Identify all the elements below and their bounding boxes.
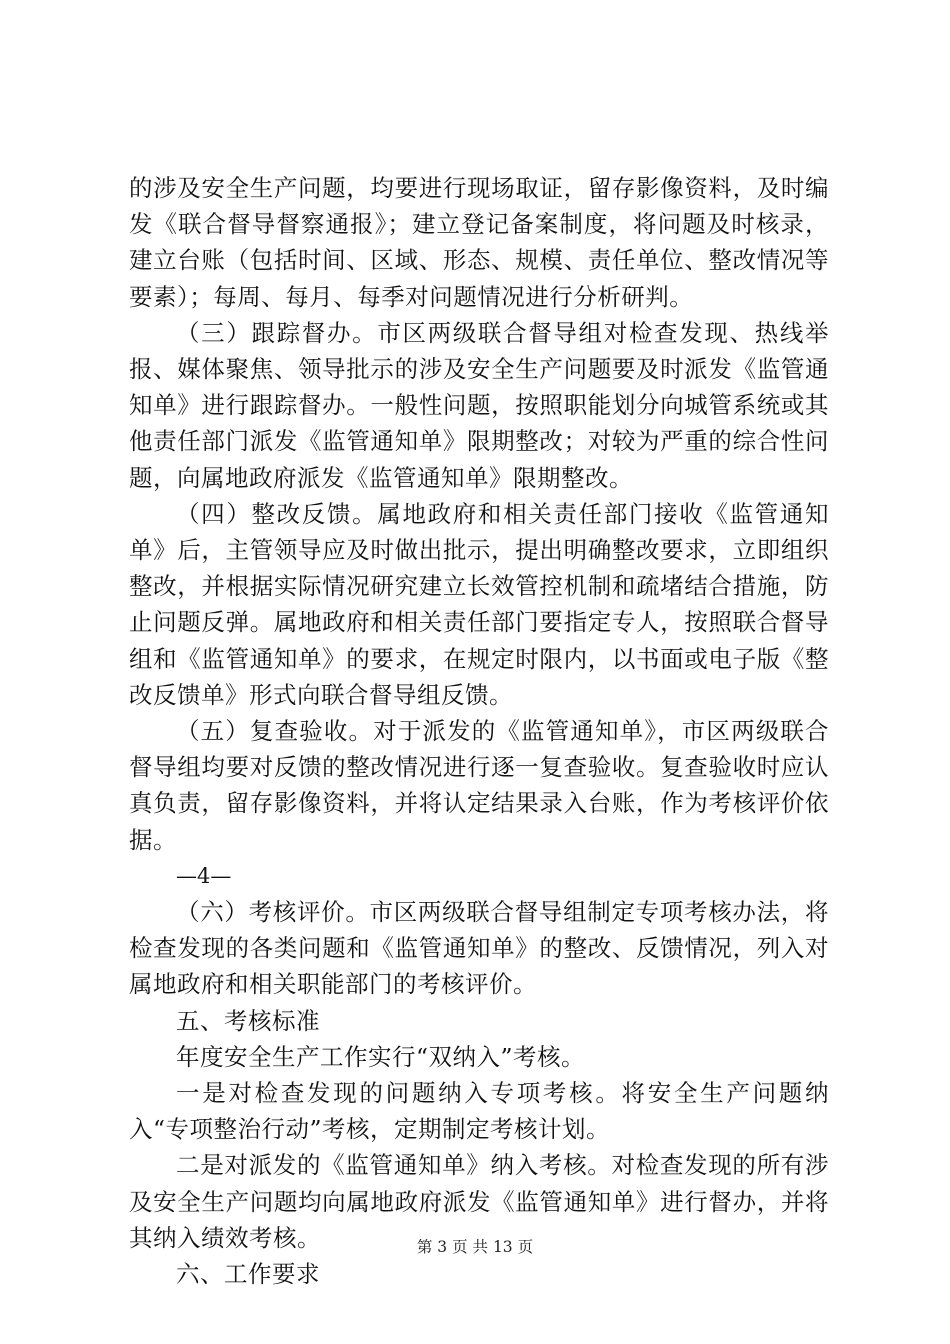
paragraph-review-acceptance: （五）复查验收。对于派发的《监管通知单》，市区两级联合督导组均要对反馈的整改情况进行逐一复查验收。复查验收时应认真负责，留存影像资料，并将认定结果录入台账，作为考核评价依据。 — [129, 717, 829, 854]
paragraph-assessment-evaluation: （六）考核评价。市区两级联合督导组制定专项考核办法，将检查发现的各类问题和《监管通知单》的整改、反馈情况，列入对属地政府和相关职能部门的考核评价。 — [129, 898, 829, 999]
page-footer: 第 3 页 共 13 页 — [416, 1238, 534, 1256]
paragraph-item-one: 一是对检查发现的问题纳入专项考核。将安全生产问题纳入“专项整治行动”考核，定期制定考核计划。 — [129, 1079, 829, 1144]
section-heading-work-requirements: 六、工作要求 — [176, 1260, 320, 1289]
section-heading-assessment-standards: 五、考核标准 — [176, 1006, 320, 1035]
document-body — [129, 170, 829, 1292]
page-marker: —4— — [176, 863, 232, 888]
paragraph-continuation: 的涉及安全生产问题，均要进行现场取证，留存影像资料，及时编发《联合督导督察通报》；建立登记备案制度，将问题及时核录，建立台账（包括时间、区域、形态、规模、责任单位、整改情况等要素）；每周、每月、每季对问题情况进行分析研判。 — [129, 174, 829, 311]
paragraph-item-two: 二是对派发的《监管通知单》纳入考核。对检查发现的所有涉及安全生产问题均向属地政府派发《监管通知单》进行督办，并将其纳入绩效考核。 — [129, 1151, 829, 1252]
paragraph-rectification-feedback: （四）整改反馈。属地政府和相关责任部门接收《监管通知单》后，主管领导应及时做出批示，提出明确整改要求，立即组织整改，并根据实际情况研究建立长效管控机制和疏堵结合措施，防止问题反弹。属地政府和相关责任部门要指定专人，按照联合督导组和《监管通知单》的要求，在规定时限内，以书面或电子版《整改反馈单》形式向联合督导组反馈。 — [129, 499, 829, 709]
paragraph-tracking-supervision: （三）跟踪督办。市区两级联合督导组对检查发现、热线举报、媒体聚焦、领导批示的涉及安全生产问题要及时派发《监管通知单》进行跟踪督办。一般性问题，按照职能划分向城管系统或其他责任部门派发《监管通知单》限期整改；对较为严重的综合性问题，向属地政府派发《监管通知单》限期整改。 — [129, 318, 829, 492]
paragraph-dual-inclusion: 年度安全生产工作实行“双纳入”考核。 — [176, 1042, 586, 1071]
